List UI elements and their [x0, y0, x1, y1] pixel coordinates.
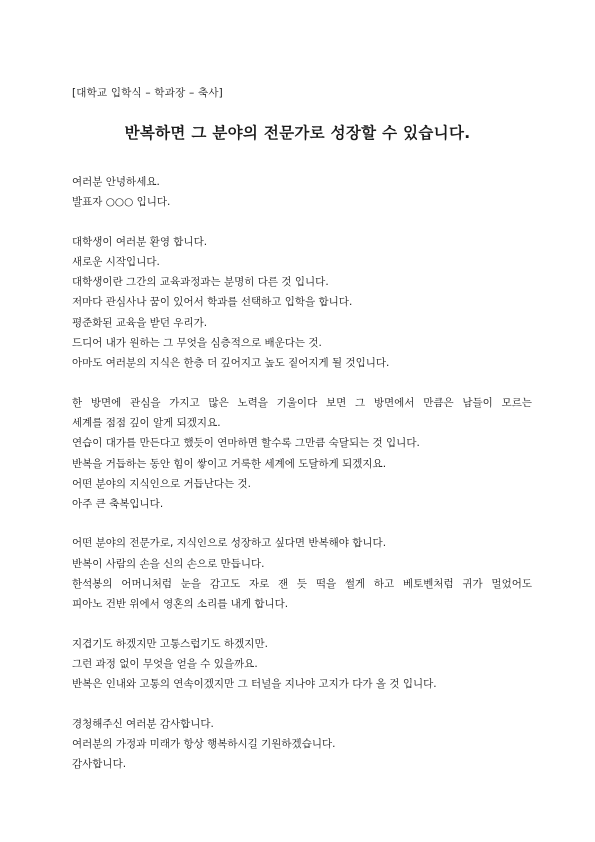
- paragraph-line: 대학생이란 그간의 교육과정과는 분명히 다른 것 입니다.: [72, 276, 329, 289]
- paragraph-line: 여러분 안녕하세요.: [72, 176, 160, 188]
- paragraph-line: 아주 큰 축복입니다.: [72, 498, 164, 511]
- paragraph-line: 어떤 분야의 지식인으로 거듭난다는 것.: [72, 477, 251, 490]
- paragraph-line: 반복을 거듭하는 동안 힘이 쌓이고 거룩한 세계에 도달하게 되겠지요.: [72, 457, 387, 470]
- paragraph-line: 반복은 인내와 고통의 연속이겠지만 그 터널을 지나야 고지가 다가 올 것 입니다.: [72, 678, 437, 691]
- paragraph-line: 경청해주신 여러분 감사합니다.: [72, 717, 214, 730]
- paragraph-line: 새로운 시작입니다.: [72, 255, 160, 268]
- paragraph-welcome: [72, 232, 532, 374]
- paragraph-line: 저마다 관심사나 꿈이 있어서 학과를 선택하고 입학을 합니다.: [72, 296, 353, 309]
- paragraph-effort: [72, 393, 532, 515]
- paragraph-line: 감사합니다.: [72, 758, 127, 771]
- document-title: 반복하면 그 분야의 전문가로 성장할 수 있습니다.: [124, 124, 471, 142]
- paragraph-line: 대학생이 여러분 환영 합니다.: [72, 235, 208, 248]
- document-body: [72, 172, 532, 793]
- paragraph-line: 드디어 내가 원하는 그 무엇을 심층적으로 배운다는 것.: [72, 337, 322, 350]
- paragraph-perseverance: [72, 634, 532, 695]
- document-header-tag: [대학교 입학식 – 학과장 – 축사]: [72, 87, 223, 99]
- paragraph-greeting: [72, 172, 532, 213]
- paragraph-line: 피아노 건반 위에서 영혼의 소리를 내게 합니다.: [72, 598, 289, 611]
- paragraph-line: 세계를 점점 깊이 알게 되겠지요.: [72, 416, 221, 429]
- paragraph-line: 반복이 사람의 손을 신의 손으로 만듭니다.: [72, 557, 265, 570]
- paragraph-closing: [72, 714, 532, 775]
- paragraph-repetition: [72, 533, 532, 614]
- paragraph-line: 한석봉의 어머니처럼 눈을 감고도 자로 잰 듯 떡을 썰게 하고 베토벤처럼 귀가 멀었어도: [72, 578, 532, 591]
- paragraph-line: 그런 과정 없이 무엇을 얻을 수 있을까요.: [72, 657, 258, 670]
- paragraph-line: 연습이 대가를 만든다고 했듯이 연마하면 할수록 그만큼 숙달되는 것 입니다.: [72, 437, 420, 450]
- paragraph-line: 발표자 ○○○ 입니다.: [72, 196, 171, 209]
- paragraph-line: 어떤 분야의 전문가로, 지식인으로 성장하고 싶다면 반복해야 합니다.: [72, 537, 387, 550]
- paragraph-line: 지겹기도 하겠지만 고통스럽기도 하겠지만.: [72, 637, 268, 650]
- paragraph-line: 한 방면에 관심을 가지고 많은 노력을 기울이다 보면 그 방면에서 만큼은 남들이 모르는: [72, 396, 532, 409]
- paragraph-line: 여러분의 가정과 미래가 항상 행복하시길 기원하겠습니다.: [72, 737, 336, 750]
- paragraph-line: 평준화된 교육을 받던 우리가.: [72, 316, 208, 329]
- paragraph-line: 아마도 여러분의 지식은 한층 더 깊어지고 높도 짙어지게 될 것입니다.: [72, 357, 390, 370]
